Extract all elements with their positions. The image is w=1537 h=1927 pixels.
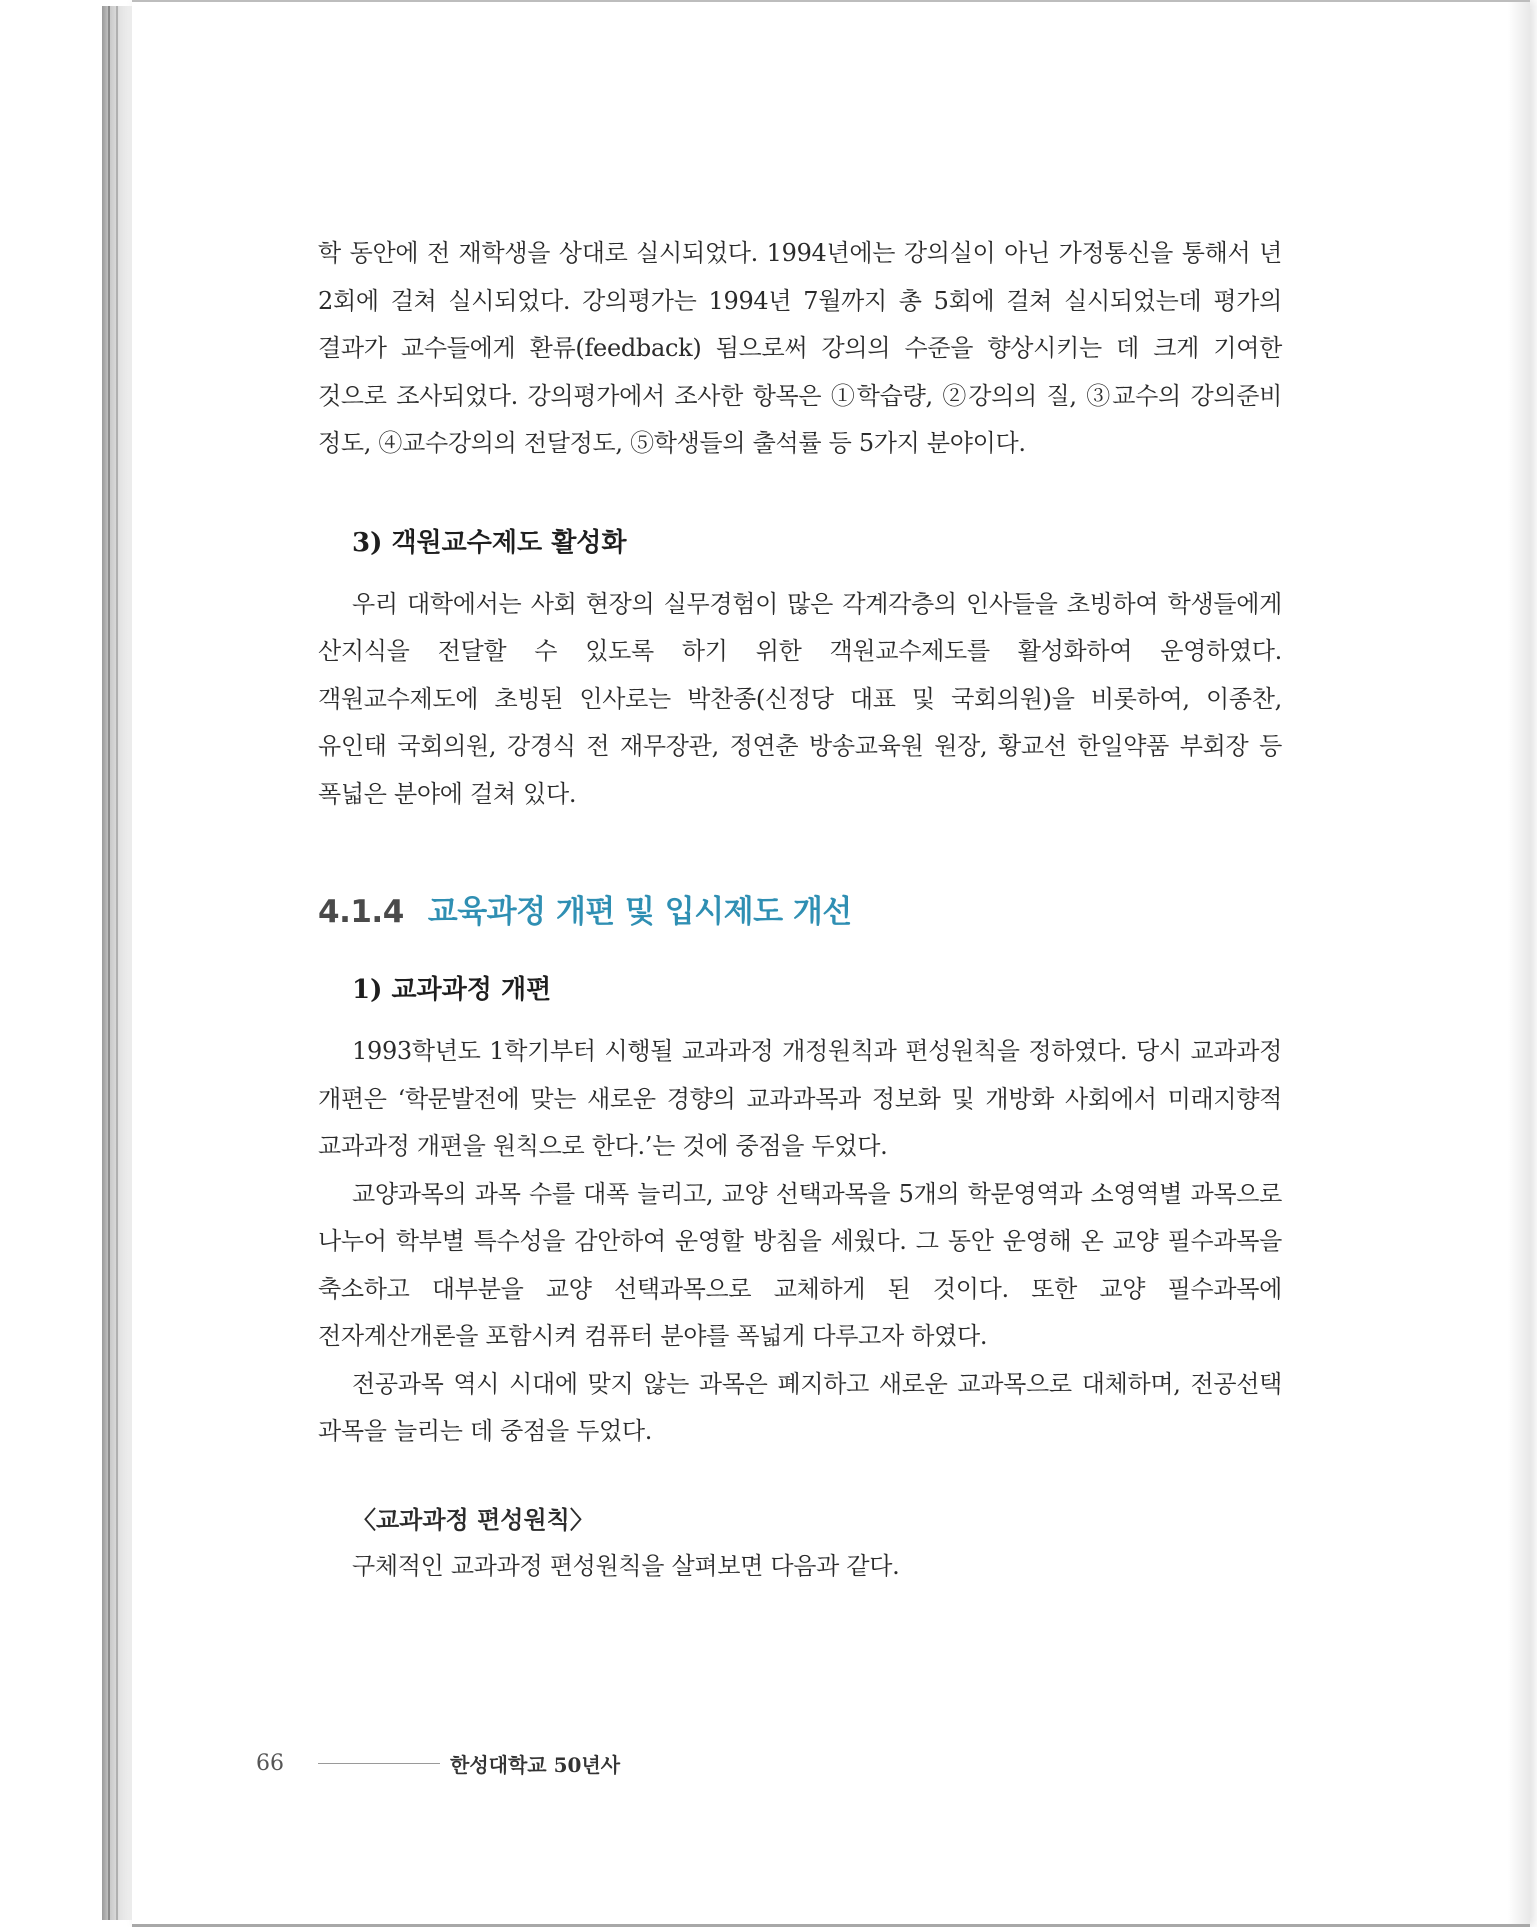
principles-intro: 구체적인 교과과정 편성원칙을 살펴보면 다음과 같다. bbox=[352, 1552, 900, 1580]
page-content bbox=[318, 230, 1282, 1591]
section-title: 교육과정 개편 및 입시제도 개선 bbox=[427, 894, 852, 930]
page-number: 66 bbox=[256, 1750, 284, 1776]
paragraph-continued: 학 동안에 전 재학생을 상대로 실시되었다. 1994년에는 강의실이 아닌 가정통신을 통해서 년 2회에 걸쳐 실시되었다. 강의평가는 1994년 7월까지 총 5회에 걸쳐 실시되었는데 평가의 결과가 교수들에게 환류(feedback) 됨으로써 강의의 수준을 향상시키는 데 크게 기여한 것으로 조사되었다. 강의평가에서 조사한 항목은 ①학습량, ②강의의 질, ③교수의 강의준비 정도, ④교수강의의 전달정도, ⑤학생들의 출석률 등 5가지 분야이다. bbox=[318, 239, 1282, 457]
subsection-title-curriculum: 1) 교과과정 개편 bbox=[352, 975, 552, 1005]
footer-book-title: 한성대학교 50년사 bbox=[450, 1752, 621, 1777]
footer-rule bbox=[318, 1763, 440, 1764]
principles-label: 〈교과과정 편성원칙〉 bbox=[352, 1504, 594, 1534]
paragraph-curriculum-3: 전공과목 역시 시대에 맞지 않는 과목은 폐지하고 새로운 교과목으로 대체하며, 전공선택 과목을 늘리는 데 중점을 두었다. bbox=[318, 1369, 1282, 1445]
subsection-title-visiting-professor: 3) 객원교수제도 활성화 bbox=[352, 527, 627, 558]
paragraph-curriculum-2: 교양과목의 과목 수를 대폭 늘리고, 교양 선택과목을 5개의 학문영역과 소영역별 과목으로 나누어 학부별 특수성을 감안하여 운영할 방침을 세웠다. 그 동안 운영해 온 교양 필수과목을 축소하고 대부분을 교양 선택과목으로 교체하게 된 것이다. 또한 교양 필수과목에 전자계산개론을 포함시켜 컴퓨터 분야를 폭넓게 다루고자 하였다. bbox=[318, 1179, 1282, 1350]
paragraph-visiting-professor: 우리 대학에서는 사회 현장의 실무경험이 많은 각계각층의 인사들을 초빙하여 학생들에게 산지식을 전달할 수 있도록 하기 위한 객원교수제도를 활성화하여 운영하였다. 객원교수제도에 초빙된 인사로는 박찬종(신정당 대표 및 국회의원)을 비롯하여, 이종찬, 유인태 국회의원, 강경식 전 재무장관, 정연춘 방송교육원 원장, 황교선 한일약품 부회장 등 폭넓은 분야에 걸쳐 있다. bbox=[318, 589, 1282, 808]
section-heading bbox=[318, 886, 1282, 931]
section-number: 4.1.4 bbox=[318, 894, 404, 930]
book-edge bbox=[102, 6, 132, 1920]
paragraph-curriculum-1: 1993학년도 1학기부터 시행될 교과과정 개정원칙과 편성원칙을 정하였다. 당시 교과과정 개편은 ‘학문발전에 맞는 새로운 경향의 교과과목과 정보화 및 개방화 사회에서 미래지향적 교과과정 개편을 원칙으로 한다.’는 것에 중점을 두었다. bbox=[318, 1037, 1282, 1160]
page-footer bbox=[256, 1748, 620, 1778]
